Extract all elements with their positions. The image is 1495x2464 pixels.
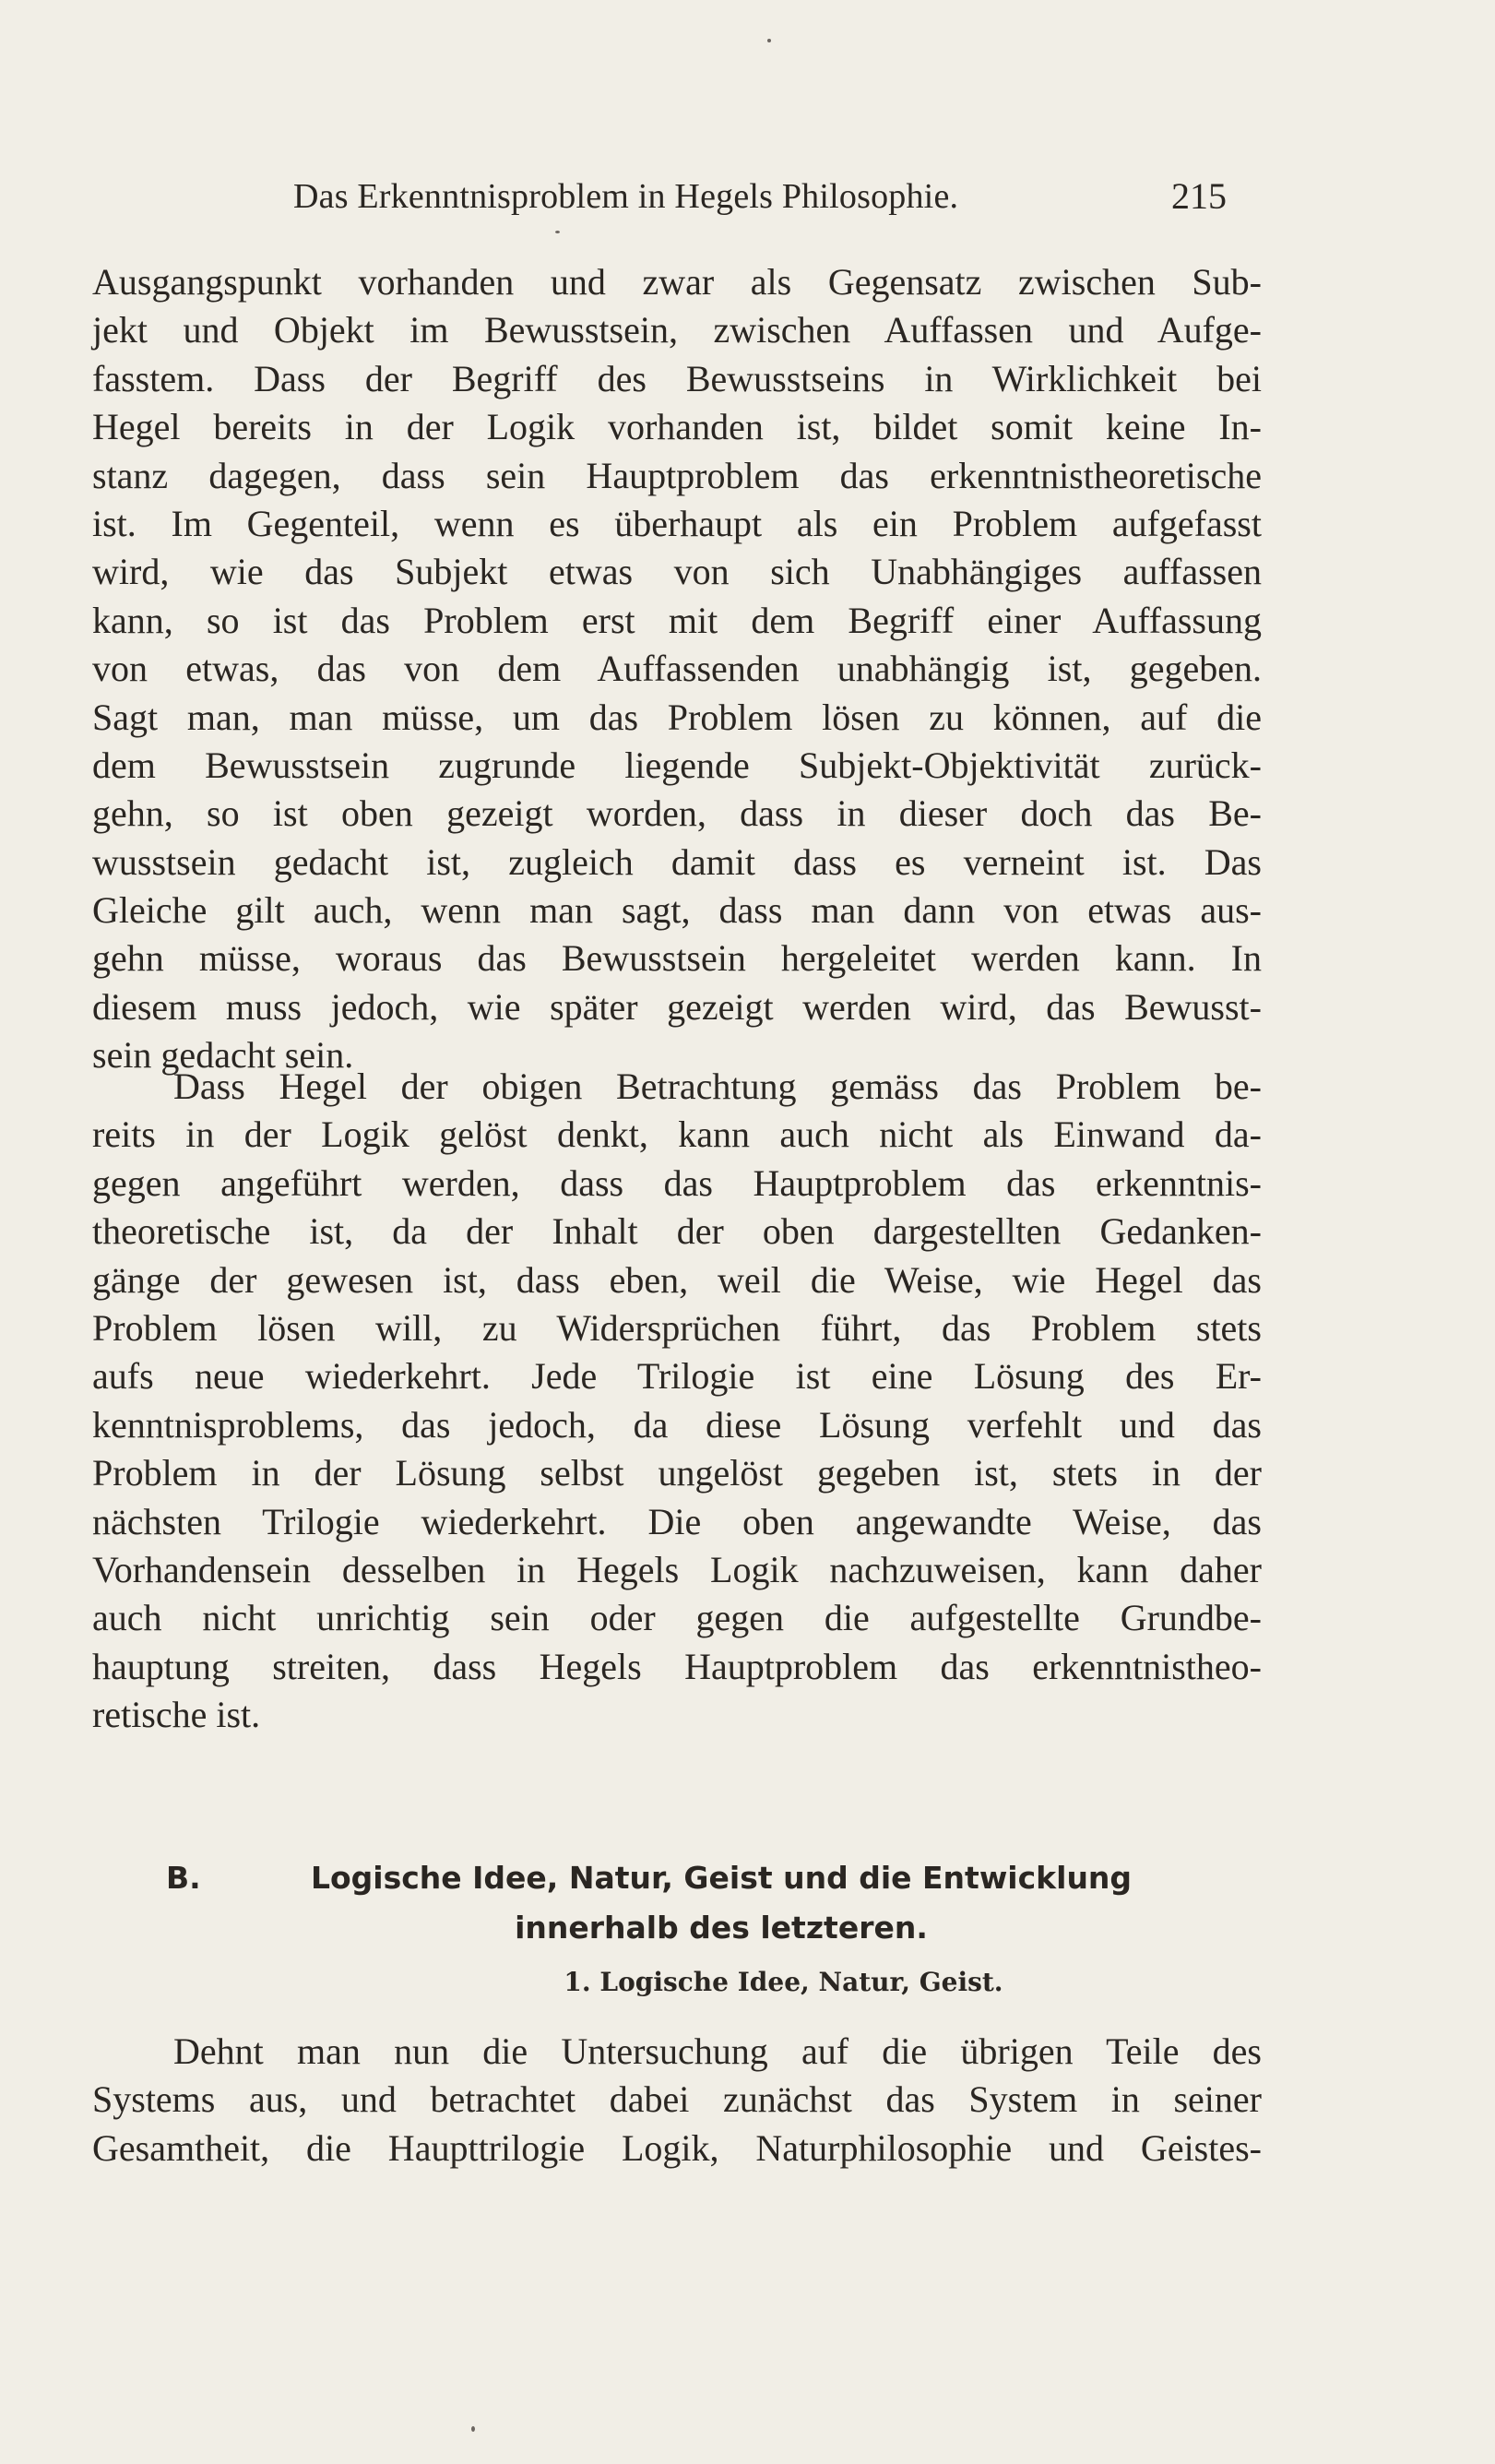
subsection-heading: 1. Logische Idee, Natur, Geist. [564,1967,1003,1997]
text-line: sein gedacht sein. [92,1034,354,1077]
text-line: gegen angeführt werden, dass das Hauptproblem das erkenntnis- [92,1161,1262,1204]
section-letter: B. [166,1860,201,1896]
text-line: auch nicht unrichtig sein oder gegen die aufgestellte Grundbe- [92,1597,1262,1639]
text-line: kann, so ist das Problem erst mit dem Begriff einer Auffassung [92,599,1262,641]
text-line: von etwas, das von dem Auffassenden unabhängig ist, gegeben. [92,648,1262,690]
text-line: kenntnisproblems, das jedoch, da diese Lösung verfehlt und das [92,1403,1262,1446]
paragraph-2 [92,1063,1262,1739]
text-line: gehn müsse, woraus das Bewusstsein hergeleitet werden kann. In [92,937,1262,980]
text-line: diesem muss jedoch, wie später gezeigt werden wird, das Bewusst- [92,985,1262,1028]
paragraph-1 [92,258,1262,1080]
text-line: Vorhandensein desselben in Hegels Logik nachzuweisen, kann daher [92,1548,1262,1590]
text-line: Gesamtheit, die Haupttrilogie Logik, Naturphilosophie und Geistes- [92,2126,1262,2169]
section-title-line: innerhalb des letzteren. [515,1910,928,1946]
scan-speck [767,39,771,42]
text-line: gänge der gewesen ist, dass eben, weil die Weise, wie Hegel das [92,1258,1262,1301]
text-line: nächsten Trilogie wiederkehrt. Die oben angewandte Weise, das [92,1500,1262,1542]
text-line: jekt und Objekt im Bewusstsein, zwischen Auffassen und Aufge- [92,309,1262,351]
scan-speck [471,2426,475,2432]
text-line: Problem lösen will, zu Widersprüchen führt, das Problem stets [92,1306,1262,1349]
text-line: dem Bewusstsein zugrunde liegende Subjekt-Objektivität zurück- [92,744,1262,786]
section-title-line: Logische Idee, Natur, Geist und die Entwicklung [310,1860,1133,1896]
text-line: wusstsein gedacht ist, zugleich damit dass es verneint ist. Das [92,840,1262,883]
text-line: hauptung streiten, dass Hegels Hauptproblem das erkenntnistheo- [92,1645,1262,1687]
text-line: Systems aus, und betrachtet dabei zunächst das System in seiner [92,2078,1262,2121]
paragraph-3 [92,2028,1262,2172]
text-line: ist. Im Gegenteil, wenn es überhaupt als ein Problem aufgefasst [92,502,1262,544]
running-head [293,173,1227,220]
text-line: wird, wie das Subjekt etwas von sich Unabhängiges auffassen [92,551,1262,593]
text-line: fasstem. Dass der Begriff des Bewusstseins in Wirklichkeit bei [92,357,1262,399]
section-title [251,1853,1192,1953]
text-line: Dehnt man nun die Untersuchung auf die übrigen Teile des [173,2030,1262,2072]
text-line: aufs neue wiederkehrt. Jede Trilogie ist eine Lösung des Er- [92,1355,1262,1398]
scan-speck [555,231,560,233]
text-line: Hegel bereits in der Logik vorhanden ist, bildet somit keine In- [92,406,1262,448]
text-line: gehn, so ist oben gezeigt worden, dass in dieser doch das Be- [92,792,1262,835]
text-line: retische ist. [92,1694,261,1736]
text-line: Dass Hegel der obigen Betrachtung gemäss das Problem be- [173,1065,1262,1107]
text-line: Problem in der Lösung selbst ungelöst gegeben ist, stets in der [92,1452,1262,1494]
text-line: Ausgangspunkt vorhanden und zwar als Gegensatz zwischen Sub- [92,261,1262,303]
text-line: Gleiche gilt auch, wenn man sagt, dass man dann von etwas aus- [92,889,1262,932]
text-line: theoretische ist, da der Inhalt der oben dargestellten Gedanken- [92,1210,1262,1253]
text-line: stanz dagegen, dass sein Hauptproblem das erkenntnistheoretische [92,454,1262,496]
page-number: 215 [1171,175,1227,217]
text-line: reits in der Logik gelöst denkt, kann auch nicht als Einwand da- [92,1113,1262,1156]
running-head-title: Das Erkenntnisproblem in Hegels Philosophie. [293,177,959,216]
text-line: Sagt man, man müsse, um das Problem lösen zu können, auf die [92,696,1262,738]
